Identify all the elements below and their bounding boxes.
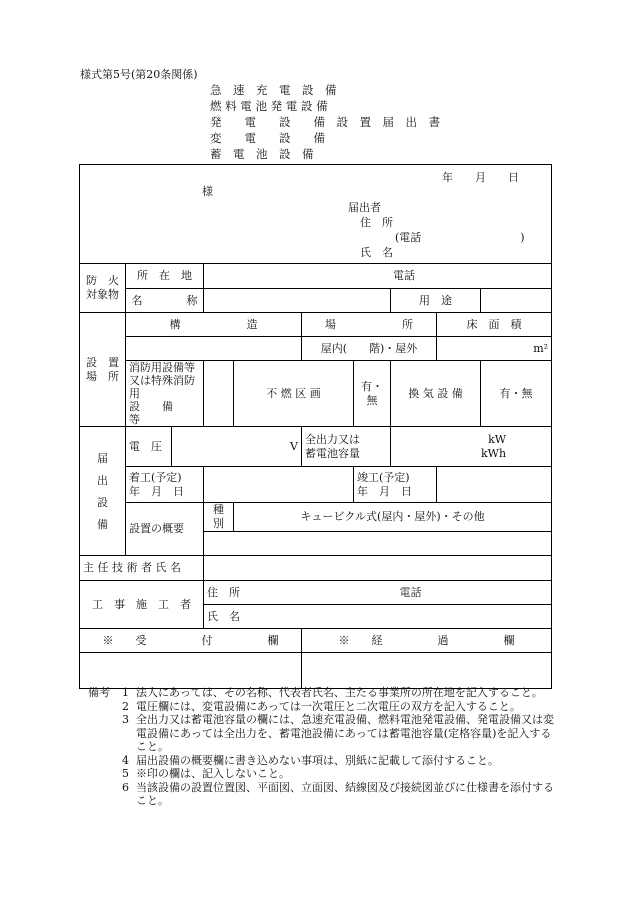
equipment-group-label: 届 出 設 備 xyxy=(80,427,126,556)
note-number: 6 xyxy=(122,780,129,794)
kw-unit: kW xyxy=(488,432,507,446)
note-item xyxy=(88,700,558,714)
structure-value[interactable] xyxy=(126,337,302,361)
notes xyxy=(88,686,558,808)
addressee-label: 様 xyxy=(202,185,213,198)
finish-date-value[interactable] xyxy=(437,467,552,503)
note-text: ※印の欄は、記入しないこと。 xyxy=(136,767,290,780)
note-number: 3 xyxy=(122,713,129,726)
title-line: 蓄 電 池 設 備 xyxy=(210,147,314,161)
notifier-label: 届出者 xyxy=(348,201,381,214)
engineer-value[interactable] xyxy=(204,556,552,581)
ventilation-label: 換 気 設 備 xyxy=(391,361,481,427)
notification-form xyxy=(79,164,552,689)
output-label: 全出力又は 蓄電池容量 xyxy=(302,427,391,467)
note-number: 4 xyxy=(122,753,129,767)
note-item xyxy=(88,754,558,768)
note-item xyxy=(88,781,558,808)
site-group-label: 設 置 場 所 xyxy=(80,313,126,427)
note-item xyxy=(88,713,558,754)
voltage-unit: V xyxy=(290,439,298,453)
note-item xyxy=(88,767,558,781)
note-text: 電圧欄には、変電設備にあっては一次電圧と二次電圧の双方を記入すること。 xyxy=(136,699,521,713)
area-unit: m² xyxy=(533,341,549,355)
header-block xyxy=(80,165,552,264)
finish-date-label: 竣工(予定) 年 月 日 xyxy=(354,467,437,503)
phone-label: (電話 ) xyxy=(395,231,525,244)
form-number: 様式第5号(第20条関係) xyxy=(80,68,198,81)
start-date-value[interactable] xyxy=(204,467,354,503)
overview-value[interactable] xyxy=(204,532,552,556)
note-text: 当該設備の設置位置図、平面図、立面図、結線図及び接続図並びに仕様書を添付すること。 xyxy=(136,780,554,807)
note-number: 2 xyxy=(122,699,129,713)
progress-label: ※ 経 過 欄 xyxy=(302,629,552,653)
contractor-label: 工 事 施 工 者 xyxy=(80,581,204,629)
voltage-value[interactable] xyxy=(172,427,302,467)
note-text: 全出力又は蓄電池容量の欄には、急速充電設備、燃料電池発電設備、発電設備又は変電設備にあっては全出力を、蓄電池設備にあっては蓄電池容量(定格容量)を記入すること。 xyxy=(136,713,554,753)
contractor-address[interactable] xyxy=(204,581,552,605)
use-label: 用 途 xyxy=(391,289,481,313)
title-line: 変 電 設 備 xyxy=(210,131,325,145)
structure-label: 構 造 xyxy=(126,313,302,337)
reception-label: ※ 受 付 欄 xyxy=(80,629,302,653)
engineer-label: 主 任 技 術 者 氏 名 xyxy=(80,556,204,581)
ventilation-option[interactable]: 有・無 xyxy=(481,361,552,427)
note-text: 法人にあっては、その名称、代表者氏名、主たる事業所の所在地を記入すること。 xyxy=(136,686,543,699)
title-line: 発 電 設 備 設 置 届 出 書 xyxy=(210,115,440,129)
contractor-name-label: 氏 名 xyxy=(207,609,240,623)
contractor-phone-label: 電話 xyxy=(399,585,422,599)
notes-heading: 備考 xyxy=(88,686,110,699)
voltage-label: 電 圧 xyxy=(126,427,172,467)
place-label: 場 所 xyxy=(302,313,437,337)
floor-area-label: 床 面 積 xyxy=(437,313,552,337)
note-number: 5 xyxy=(122,767,129,780)
kwh-unit: kWh xyxy=(481,446,507,460)
target-name-value[interactable] xyxy=(204,289,391,313)
fireproof-zone-option[interactable]: 有・無 xyxy=(354,361,391,427)
location-value[interactable] xyxy=(204,264,552,289)
note-text: 届出設備の概要欄に書き込めない事項は、別紙に記載して添付すること。 xyxy=(136,753,499,767)
start-date-label: 着工(予定) 年 月 日 xyxy=(126,467,204,503)
contractor-address-label: 住 所 xyxy=(207,585,240,599)
target-name-label: 名 称 xyxy=(126,289,204,313)
overview-label: 設置の概要 xyxy=(126,503,204,556)
title-line: 燃 料 電 池 発 電 設 備 xyxy=(210,99,328,113)
title-line: 急 速 充 電 設 備 xyxy=(210,83,337,97)
target-group-label: 防 火 対象物 xyxy=(80,264,126,313)
note-number: 1 xyxy=(122,686,129,699)
fire-equipment-value[interactable] xyxy=(204,361,234,427)
type-label: 種 別 xyxy=(204,503,234,532)
type-value[interactable]: キュービクル式(屋内・屋外)・その他 xyxy=(234,503,552,532)
indoor-outdoor-value[interactable]: 屋内( 階)・屋外 xyxy=(302,337,437,361)
name-label: 氏 名 xyxy=(360,246,393,259)
date-field[interactable]: 年 月 日 xyxy=(442,171,519,184)
reception-value xyxy=(80,653,302,689)
output-value[interactable] xyxy=(391,427,552,467)
floor-area-value[interactable] xyxy=(437,337,552,361)
contractor-name[interactable] xyxy=(204,605,552,629)
target-phone-label: 電話 xyxy=(393,269,415,282)
note-item xyxy=(88,686,558,700)
use-value[interactable] xyxy=(481,289,552,313)
fireproof-zone-label: 不 燃 区 画 xyxy=(234,361,354,427)
address-label: 住 所 xyxy=(360,216,393,229)
location-label: 所 在 地 xyxy=(126,264,204,289)
fire-equipment-label: 消防用設備等 又は特殊消防用 設 備 等 xyxy=(126,361,204,427)
form-title xyxy=(210,82,440,162)
progress-value xyxy=(302,653,552,689)
